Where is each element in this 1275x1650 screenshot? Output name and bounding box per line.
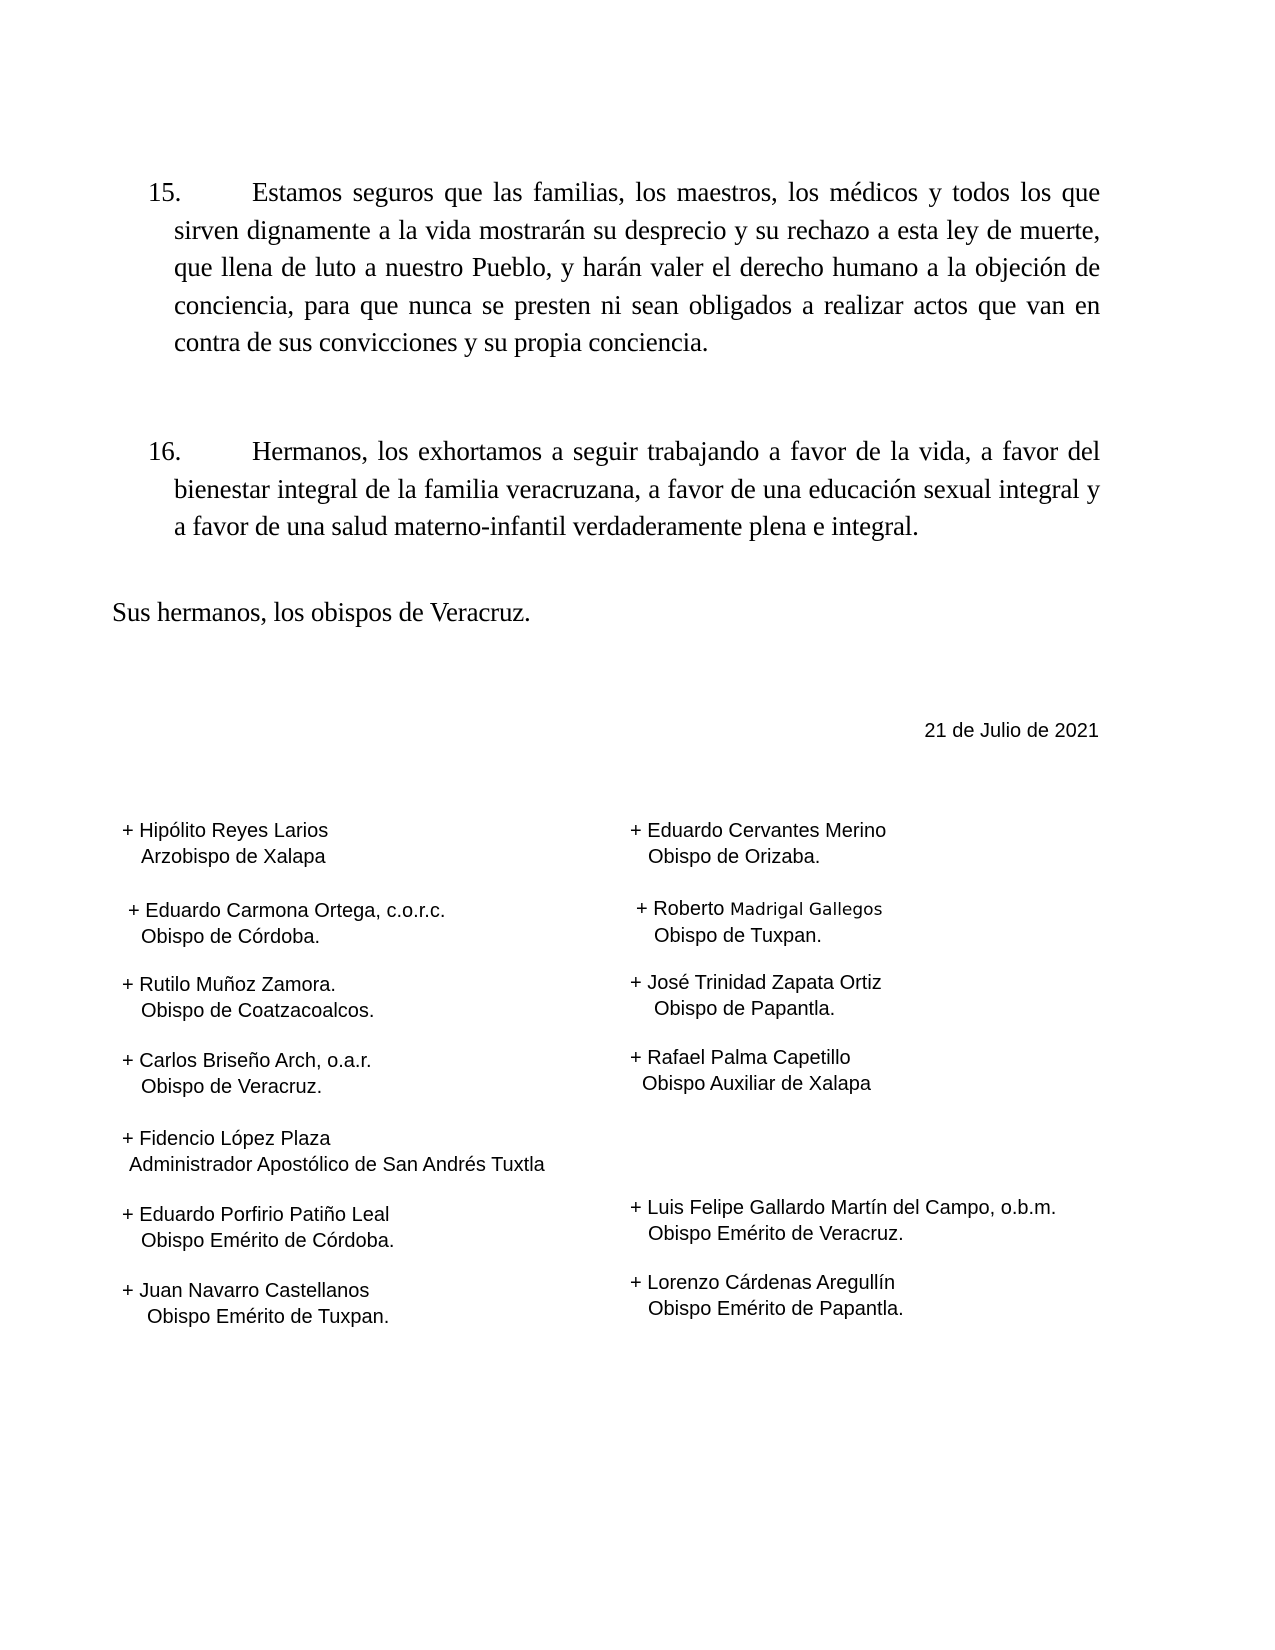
signatory-title: Obispo de Córdoba. [141,926,321,948]
signatory-title: Obispo de Orizaba. [648,846,821,868]
signatory-title: Obispo Auxiliar de Xalapa [642,1073,872,1095]
signatory-name-suffix: Madrigal Gallegos [729,900,883,920]
signatory [128,898,445,950]
signatory [122,1126,545,1178]
signatory [122,1202,394,1254]
closing-line: Sus hermanos, los obispos de Veracruz. [112,597,531,627]
signatory-title: Arzobispo de Xalapa [141,846,326,868]
signatory [630,818,886,870]
signatory-name: + Hipólito Reyes Larios [122,820,329,842]
paragraph-number: 16. [148,436,182,466]
signatory-name: + Eduardo Cervantes Merino [630,820,887,842]
signatory-name: + Lorenzo Cárdenas Aregullín [630,1272,896,1294]
signatory-name: + Luis Felipe Gallardo Martín del Campo, o.b.m. [630,1197,1057,1219]
signatory-title: Administrador Apostólico de San Andrés Tuxtla [129,1154,545,1176]
signatory-name: + Eduardo Carmona Ortega, c.o.r.c. [128,900,446,922]
signatory [630,970,882,1022]
paragraph-text-wrapper [148,174,1100,362]
signatory-name-prefix: + Roberto [636,898,730,920]
paragraph-number: 15. [148,177,182,207]
signatory-title: Obispo de Coatzacoalcos. [141,1000,375,1022]
paragraph-text-wrapper [148,433,1100,546]
paragraph-15 [148,174,1100,362]
signatory-name: + Fidencio López Plaza [122,1128,331,1150]
signatory [630,1270,904,1322]
signatory-title: Obispo Emérito de Veracruz. [648,1223,904,1245]
paragraph-text: Estamos seguros que las familias, los maestros, los médicos y todos los que sirven dignamente a la vida mostrarán su desprecio y su rechazo a esta ley de muerte, que llena de luto a nuestro Pueblo, y harán valer el derecho humano a la objeción de conciencia, para que nunca se presten ni sean obligados a realizar actos que van en contra de sus convicciones y su propia conciencia. [174,177,1100,357]
signatory-name: + Carlos Briseño Arch, o.a.r. [122,1050,372,1072]
signatory-title: Obispo Emérito de Papantla. [648,1298,904,1320]
document-date: 21 de Julio de 2021 [924,720,1099,742]
signatory [122,972,374,1024]
signatory-name: + Rafael Palma Capetillo [630,1047,851,1069]
signatory-title: Obispo de Veracruz. [141,1076,323,1098]
signatory [122,818,328,870]
signatory [630,1195,1056,1247]
signatory-name: + José Trinidad Zapata Ortiz [630,972,882,994]
signatory-title: Obispo de Tuxpan. [654,925,822,947]
signatory-title: Obispo de Papantla. [654,998,836,1020]
signatory [122,1048,372,1100]
signatory [630,1045,871,1097]
signatory [122,1278,389,1330]
paragraph-text: Hermanos, los exhortamos a seguir trabajando a favor de la vida, a favor del bienestar integral de la familia veracruzana, a favor de una educación sexual integral y a favor de una salud materno-infantil verdaderamente plena e integral. [174,436,1100,541]
signatory-name: + Rutilo Muñoz Zamora. [122,974,336,996]
signatory-name [636,896,882,923]
signatory-title: Obispo Emérito de Tuxpan. [147,1306,390,1328]
signatory [636,896,882,949]
signatory-name: + Juan Navarro Castellanos [122,1280,370,1302]
signatory-name: + Eduardo Porfirio Patiño Leal [122,1204,390,1226]
signatory-title: Obispo Emérito de Córdoba. [141,1230,395,1252]
paragraph-16 [148,433,1100,546]
